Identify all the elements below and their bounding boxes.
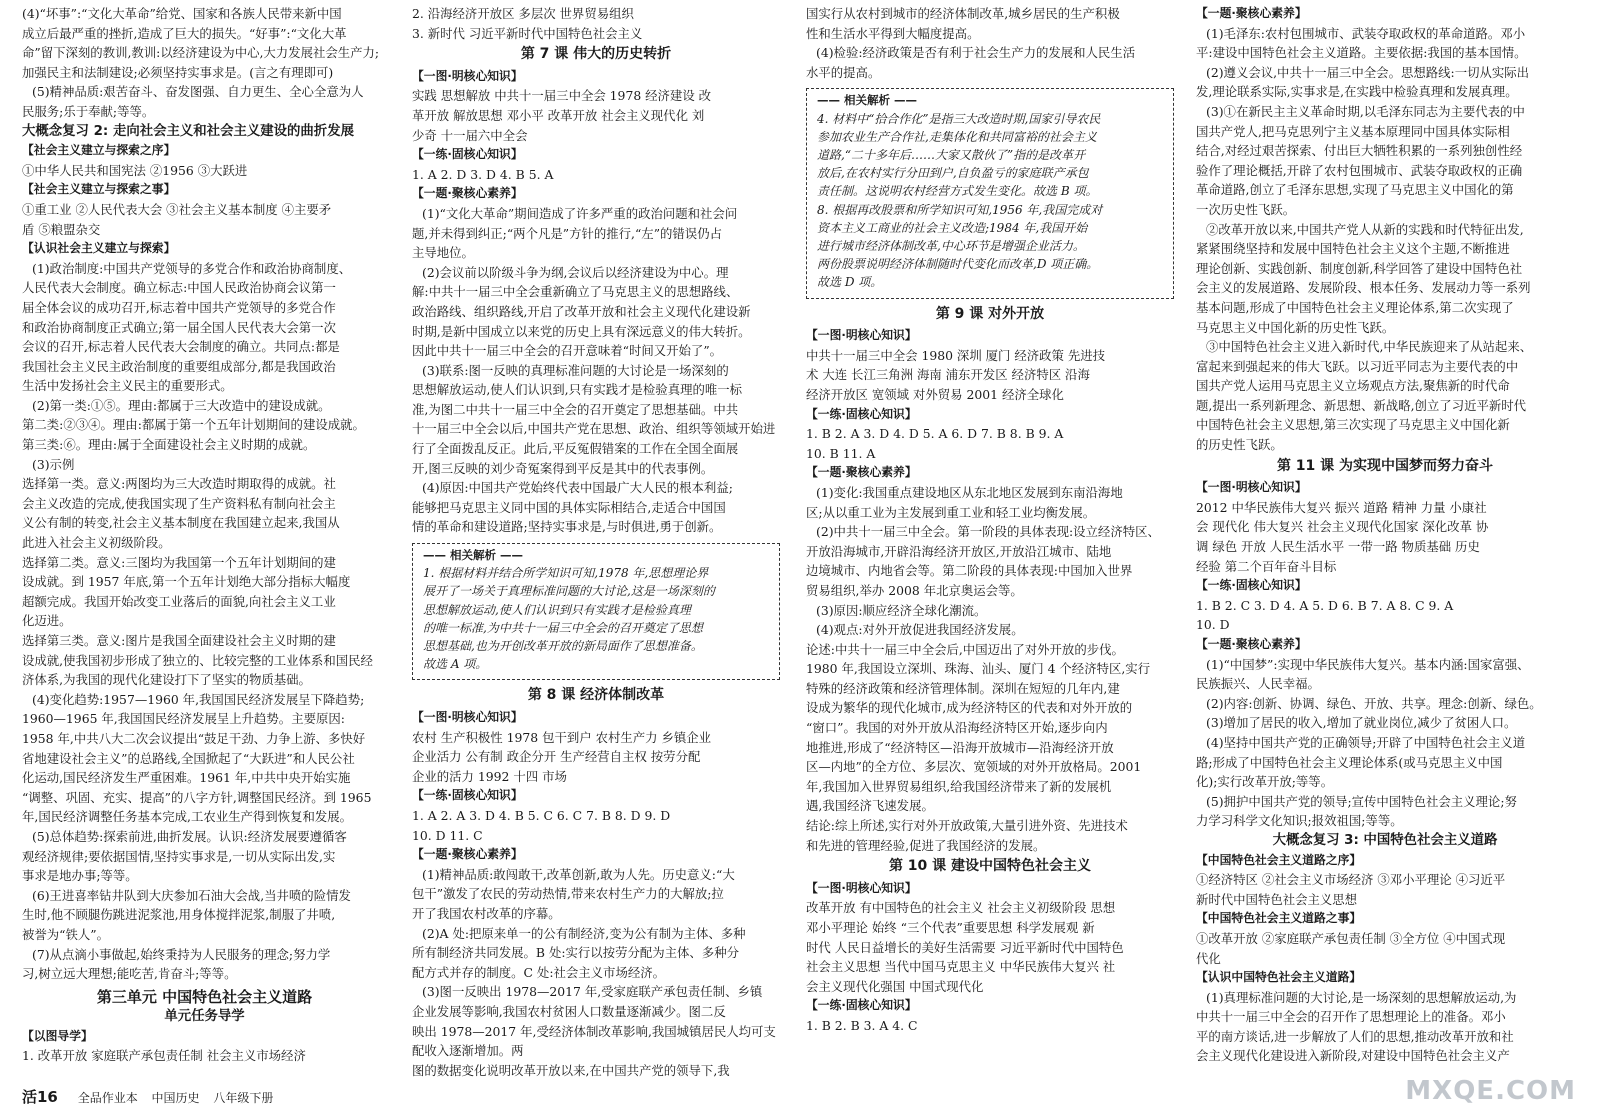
text-line: ①重工业 ②人民代表大会 ③社会主义基本制度 ④主要矛 (22, 201, 332, 217)
text-line: 会议的召开,标志着人民代表大会制度的确立。共同点:都是 (22, 339, 340, 355)
text-line: 选择第三类。意义:图片是我国全面建设社会主义时期的建 (22, 633, 336, 648)
text-line: 邓小平理论 始终 “三个代表”重要思想 科学发展观 新 (806, 920, 1095, 936)
analysis-line: 责任制。这说明农村经营方式发生变化。故选 B 项。 (817, 184, 1098, 199)
text-line: (5)精神品质:艰苦奋斗、奋发图强、自力更生、全心全意为人 (32, 84, 364, 100)
text-line: 特殊的经济政策和经济管理体制。深圳在短短的几年内,建 (806, 680, 1120, 696)
analysis-line: 放后,在农村实行分田到户,自负盈亏的家庭联产承包 (817, 166, 1089, 181)
text-line: 3. 新时代 习近平新时代中国特色社会主义 (412, 25, 643, 41)
grade-label: 八年级下册 (213, 1091, 274, 1105)
text-line: 包干”激发了农民的劳动热情,带来农村生产力的大解放;拉 (412, 886, 724, 902)
text-line: 中共十一届三中全会的召开作了思想理论上的准备。邓小 (1196, 1009, 1506, 1025)
text-line: (1)“中国梦”:实现中华民族伟大复兴。基本内涵:国家富强、 (1206, 656, 1530, 672)
section-tag: 【一练·固核心知识】 (412, 147, 523, 162)
text-line: 民族振兴、人民幸福。 (1196, 676, 1320, 692)
subject-label: 中国历史 (151, 1091, 200, 1105)
text-line: 1. A 2. D 3. D 4. B 5. A (412, 166, 554, 182)
text-line: (5)拥护中国共产党的领导;宣传中国特色社会主义理论;努 (1206, 793, 1517, 809)
analysis-line: 进行城市经济体制改革,中心环节是增强企业活力。 (817, 239, 1085, 253)
section-tag: 【一图·明核心知识】 (806, 880, 917, 895)
text-line: 行了全面拨乱反正。此后,平反冤假错案的工作在全国全面展 (412, 441, 739, 457)
analysis-line: 展开了一场关于真理标准问题的大讨论,这是一场深刻的 (423, 584, 715, 599)
text-line: ②改革开放以来,中国共产党人从新的实践和时代特征出发, (1206, 221, 1524, 237)
text-line: 命”留下深刻的教训,教训:以经济建设为中心,大力发展社会生产力; (22, 45, 380, 61)
text-line: 国共产党人运用马克思主义立场观点方法,聚焦新的时代命 (1196, 378, 1510, 394)
text-line: 水平的提高。 (806, 64, 881, 80)
text-line: 准,为图二中共十一届三中全会的召开奠定了思想基础。中共 (412, 401, 739, 417)
text-line: 力学习科学文化知识;报效祖国;等等。 (1196, 813, 1403, 829)
text-line: 设成就,使我国初步形成了独立的、比较完整的工业体系和国民经 (22, 652, 373, 668)
text-line: (4)检验:经济政策是否有利于社会生产力的发展和人民生活 (816, 45, 1136, 61)
review-heading: 大概念复习 2: 走向社会主义和社会主义建设的曲折发展 (22, 123, 354, 139)
analysis-line: 8. 根据再改股票和所学知识可知,1956 年,我国完成对 (817, 202, 1103, 217)
text-line: 观经济规律;要依据国情,坚持实事求是,一切从实际出发,实 (22, 848, 336, 864)
text-line: 年,国民经济调整任务基本完成,工农业生产得到恢复和发展。 (22, 809, 353, 825)
page-footer (22, 1086, 283, 1107)
text-line: 企业的活力 1992 十四 市场 (412, 768, 567, 784)
text-line: 会主义现代化建设进入新阶段,对建设中国特色社会主义产 (1196, 1048, 1510, 1064)
analysis-line: 道路,“二十多年后……大家又散伙了”指的是改革开 (817, 147, 1086, 162)
text-line: 会主义现代化强国 中国式现代化 (806, 978, 984, 994)
text-line: 企业发展等影响,我国农村贫困人口数量逐渐减少。图二反 (412, 1003, 726, 1019)
text-line: 2012 中华民族伟大复兴 振兴 道路 精神 力量 小康社 (1196, 499, 1487, 515)
text-line: 选择第二类。意义:三图均为我国第一个五年计划期间的建 (22, 554, 336, 570)
text-line: 10. B 11. A (806, 445, 876, 461)
section-tag: 【一练·固核心知识】 (1196, 578, 1307, 593)
text-line: 思想解放运动,使人们认识到,只有实践才是检验真理的唯一标 (412, 382, 743, 398)
text-line: 加强民主和法制建设;必须坚持实事求是。(言之有理即可) (22, 64, 334, 80)
section-tag: 【一练·固核心知识】 (806, 406, 917, 421)
section-tag: 【一图·明核心知识】 (1196, 480, 1307, 495)
text-line: 的历史性飞跃。 (1196, 437, 1283, 453)
text-line: 地推进,形成了“经济特区—沿海开放城市—沿海经济开放 (806, 739, 1114, 755)
analysis-box-title: —— 相关解析 —— (423, 548, 524, 563)
lesson-heading: 第 10 课 建设中国特色社会主义 (888, 858, 1092, 875)
text-line: 实践 思想解放 中共十一届三中全会 1978 经济建设 改 (412, 88, 712, 104)
text-line: 时代 人民日益增长的美好生活需要 习近平新时代中国特色 (806, 939, 1124, 955)
analysis-line: 资本主义工商业的社会主义改造;1984 年,我国开始 (817, 220, 1088, 235)
text-line: 遇,我国经济飞速发展。 (806, 798, 934, 814)
text-line: (3)原因:顺应经济全球化潮流。 (816, 602, 987, 618)
text-line: 生时,他不顾腿伤跳进泥浆池,用身体搅拌泥浆,制服了井喷, (22, 907, 336, 923)
analysis-line: 两份股票说明经济体制随时代变化而改革,D 项正确。 (817, 257, 1099, 272)
analysis-line: 4. 材料中“拾合作化”是指三大改造时期,国家引导农民 (817, 111, 1101, 126)
text-line: ①经济特区 ②社会主义市场经济 ③邓小平理论 ④习近平 (1196, 872, 1506, 888)
text-line: 新时代中国特色社会主义思想 (1196, 891, 1358, 907)
text-line: 会主义改造的完成,使我国实现了生产资料私有制向社会主 (22, 495, 336, 511)
review-heading: 大概念复习 3: 中国特色社会主义道路 (1272, 832, 1498, 848)
section-tag: 【一练·固核心知识】 (806, 998, 917, 1013)
unit-subheading: 单元任务导学 (164, 1009, 245, 1025)
text-line: 少奇 十一届六中全会 (412, 127, 528, 143)
text-line: 论述:中共十一届三中全会后,中国迈出了对外开放的步伐。 (806, 641, 1124, 657)
text-line: 经验 第二个百年奋斗目标 (1196, 558, 1337, 574)
text-line: (1)真理标准问题的大讨论,是一场深刻的思想解放运动,为 (1206, 989, 1517, 1005)
text-line: (4)变化趋势:1957—1960 年,我国国民经济发展呈下降趋势; (32, 691, 365, 707)
text-line: 所有制经济共同发展。B 处:实行以按劳分配为主体、多种分 (412, 945, 739, 961)
lesson-heading: 第 7 课 伟大的历史转折 (520, 46, 672, 63)
section-tag: 【社会主义建立与探索之序】 (22, 143, 176, 158)
text-line: 1. A 2. A 3. D 4. B 5. C 6. C 7. B 8. D 9. D (412, 808, 671, 824)
text-line: 贸易组织,举办 2008 年北京奥运会等。 (806, 582, 1023, 598)
section-tag: 【一题·聚核心素养】 (1196, 637, 1307, 651)
analysis-line: 的唯一标准,为中共十一届三中全会的召开奠定了思想 (423, 620, 703, 635)
text-line: (2)会议前以阶级斗争为纲,会议后以经济建设为中心。理 (422, 264, 729, 280)
text-line: 因此中共十一届三中全会的召开意味着“时间又开始了”。 (412, 343, 723, 359)
text-line: 验作了理论概括,开辟了农村包围城市、武装夺取政权的正确 (1196, 162, 1523, 178)
text-line: ①改革开放 ②家庭联产承包责任制 ③全方位 ④中国式现 (1196, 930, 1506, 946)
text-line: 国共产党人,把马克思列宁主义基本原理同中国具体实际相 (1196, 123, 1510, 139)
text-line: 革开放 解放思想 邓小平 改革开放 社会主义现代化 刘 (412, 107, 705, 123)
text-line: 边境城市、内地省会等。第二阶段的具体表现:中国加入世界 (806, 563, 1133, 579)
text-line: 农村 生产积极性 1978 包干到户 农村生产力 乡镇企业 (412, 729, 712, 745)
text-line: (4)观点:对外开放促进我国经济发展。 (816, 622, 1024, 638)
text-line: (5)总体趋势:探索前进,曲折发展。认识:经济发展要遵循客 (32, 828, 347, 844)
text-line: 术 大连 长江三角洲 海南 浦东开发区 经济特区 沿海 (806, 367, 1090, 383)
text-line: (2)A 处:把原来单一的公有制经济,变为公有制为主体、多种 (422, 925, 746, 941)
text-line: 情的革命和建设道路;坚持实事求是,与时俱进,勇于创新。 (412, 519, 722, 535)
text-line: 会主义的发展道路、发展阶段、根本任务、发展动力等一系列 (1196, 280, 1531, 296)
text-line: ①中华人民共和国宪法 ②1956 ③大跃进 (22, 162, 248, 178)
text-line: 生活中发扬社会主义民主的重要形式。 (22, 378, 233, 394)
analysis-line: 1. 根据材料并结合所学知识可知,1978 年,思想理论界 (423, 566, 709, 581)
text-line: (1)精神品质:敢闯敢干,改革创新,敢为人先。历史意义:“大 (422, 866, 735, 882)
text-line: (2)中共十一届三中全会。第一阶段的具体表现:设立经济特区、 (816, 524, 1160, 540)
text-line: 济体系,为我国的现代化建设打下了坚实的物质基础。 (22, 672, 311, 688)
text-line: 2. 沿海经济开放区 多层次 世界贸易组织 (412, 6, 634, 21)
text-line: 解:中共十一届三中全会重新确立了马克思主义的思想路线、 (412, 284, 739, 300)
text-line: 人民代表大会制度。确立标志:中国人民政治协商会议第一 (22, 280, 336, 296)
text-line: 习,树立远大理想;能吃苦,肯奋斗;等等。 (22, 966, 237, 982)
text-line: ③中国特色社会主义进入新时代,中华民族迎来了从站起来、 (1206, 339, 1533, 355)
text-line: “调整、巩固、充实、提高”的八字方针,调整国民经济。到 1965 (22, 789, 372, 805)
section-tag: 【一题·聚核心素养】 (1196, 6, 1307, 20)
section-tag: 【一题·聚核心素养】 (806, 465, 917, 480)
text-line: 开,图三反映的刘少奇冤案得到平反是其中的代表事例。 (412, 460, 714, 476)
text-line: (2)内容:创新、协调、绿色、开放、共享。理念:创新、绿色。 (1206, 695, 1542, 711)
text-line: 被誉为“铁人”。 (22, 926, 110, 942)
text-line: 经济开放区 宽领域 对外贸易 2001 经济全球化 (806, 386, 1064, 402)
section-tag: 【以图导学】 (22, 1028, 93, 1043)
analysis-box-title: —— 相关解析 —— (817, 93, 918, 108)
section-tag: 【认识社会主义建立与探索】 (22, 241, 176, 256)
book-title: 全品作业本 (77, 1091, 138, 1105)
text-line: 1960—1965 年,我国国民经济发展呈上升趋势。主要原因: (22, 711, 345, 727)
text-line: 题,提出一系列新理念、新思想、新战略,创立了习近平新时代 (1196, 397, 1527, 413)
lesson-heading: 第 8 课 经济体制改革 (527, 687, 665, 704)
column-2 (412, 4, 780, 1080)
text-line: 省地建设社会主义”的总路线,全国掀起了“大跃进”和人民公社 (22, 750, 355, 766)
lesson-heading: 第 11 课 为实现中国梦而努力奋斗 (1276, 457, 1494, 474)
text-line: (3)图一反映出 1978—2017 年,受家庭联产承包责任制、乡镇 (422, 984, 763, 1000)
text-line: 能够把马克思主义同中国的具体实际相结合,走适合中国国 (412, 499, 726, 515)
text-line: (4)“坏事”:“文化大革命”给党、国家和各族人民带来新中国 (22, 6, 342, 21)
text-line: 平:建设中国特色社会主义道路。主要依据:我国的基本国情。 (1196, 45, 1527, 61)
text-line: 1. B 2. A 3. D 4. D 5. A 6. D 7. B 8. B 9. A (806, 426, 1064, 442)
text-line: 义公有制的转变,社会主义基本制度在我国建立起来,我国从 (22, 515, 340, 531)
text-line: 1. B 2. C 3. D 4. A 5. D 6. B 7. A 8. C 9. A (1196, 597, 1454, 613)
text-line: 社会主义思想 当代中国马克思主义 中华民族伟大复兴 社 (806, 959, 1116, 975)
section-tag: 【一题·聚核心素养】 (412, 186, 523, 201)
text-line: (3)示例 (32, 456, 75, 472)
text-line: 政治路线、组织路线,开启了改革开放和社会主义现代化建设新 (412, 303, 751, 319)
text-line: 化);实行改革开放;等等。 (1196, 774, 1334, 790)
text-line: (3)联系:图一反映的真理标准问题的大讨论是一场深刻的 (422, 362, 729, 378)
text-line: 映出 1978—2017 年,受经济体制改革影响,我国城镇居民人均可支配收入逐渐增加。两 (412, 1023, 776, 1059)
text-line: (7)从点滴小事做起,始终秉持为人民服务的理念;努力学 (32, 946, 331, 962)
text-line: 代化 (1196, 950, 1221, 966)
text-line: 盾 ⑤粮盟杂交 (22, 221, 101, 237)
text-line: 区;从以重工业为主发展到重工业和轻工业均衡发展。 (806, 504, 1096, 520)
text-line: 区—内地”的全方位、多层次、宽领域的对外开放格局。2001 (806, 759, 1142, 775)
text-line: (1)政治制度:中国共产党领导的多党合作和政治协商制度、 (32, 260, 352, 276)
analysis-box-lesson-7 (412, 543, 780, 680)
text-line: 一次历史性飞跃。 (1196, 201, 1296, 217)
text-line: 配方式并存的制度。C 处:社会主义市场经济。 (412, 964, 666, 980)
text-line: 1. B 2. B 3. A 4. C (806, 1017, 918, 1033)
section-tag: 【一图·明核心知识】 (412, 710, 523, 725)
text-line: 路;形成了中国特色社会主义理论体系(或马克思主义中国 (1196, 754, 1503, 770)
page-number: 活16 (22, 1088, 58, 1106)
text-line: 十一届三中全会以后,中国共产党在思想、政治、组织等领域开始进 (412, 421, 776, 437)
text-line: 和先进的管理经验,促进了我国经济的发展。 (806, 837, 1046, 853)
text-line: 题,并未得到纠正;“两个凡是”方针的推行,“左”的错误仍占 (412, 225, 722, 241)
text-line: 企业活力 公有制 政企分开 生产经营自主权 按劳分配 (412, 749, 701, 765)
text-line: 成立后最严重的挫折,造成了巨大的损失。“好事”:“文化大革 (22, 25, 347, 41)
section-tag: 【一图·明核心知识】 (412, 68, 523, 83)
text-line: (4)原因:中国共产党始终代表中国最广大人民的根本利益; (422, 480, 733, 496)
section-tag: 【一题·聚核心素养】 (412, 847, 523, 862)
text-line: (3)增加了居民的收入,增加了就业岗位,减少了贫困人口。 (1206, 715, 1517, 731)
text-line: (2)第一类:①⑤。理由:都属于三大改造中的建设成就。 (32, 397, 331, 413)
text-line: 化运动,国民经济发生严重困难。1961 年,中共中央开始实施 (22, 770, 351, 786)
text-line: (2)遵义会议,中共十一届三中全会。思想路线:一切从实际出 (1206, 64, 1530, 80)
section-tag: 【一练·固核心知识】 (412, 788, 523, 803)
section-tag: 【中国特色社会主义道路之事】 (1196, 911, 1362, 926)
text-line: 中共十一届三中全会 1980 深圳 厦门 经济政策 先进技 (806, 347, 1106, 363)
text-line: 调 绿色 开放 人民生活水平 一带一路 物质基础 历史 (1196, 539, 1480, 555)
text-line: 平的南方谈话,进一步解放了人们的思想,推动改革开放和社 (1196, 1028, 1514, 1044)
text-line: 选择第一类。意义:两图均为三大改造时期取得的成就。社 (22, 476, 336, 492)
text-line: 超额完成。我国开始改变工业落后的面貌,向社会主义工业 (22, 593, 336, 609)
analysis-line: 思想基础,也为开创改革开放的新局面作了思想准备。 (423, 639, 703, 654)
text-line: 10. D 11. C (412, 827, 483, 843)
text-line: 发,理论联系实际,实事求是,在实践中检验真理和发展真理。 (1196, 84, 1518, 100)
text-line: 革命道路,创立了毛泽东思想,实现了马克思主义中国化的第 (1196, 182, 1514, 198)
text-line: 我国社会主义民主政治制度的重要组成部分,都是我国政治 (22, 358, 336, 374)
text-line: 1. 改革开放 家庭联产承包责任制 社会主义市场经济 (22, 1048, 306, 1064)
text-line: 会 现代化 伟大复兴 社会主义现代化国家 深化改革 协 (1196, 519, 1489, 535)
section-tag: 【中国特色社会主义道路之序】 (1196, 852, 1362, 867)
text-line: 结合,对经过艰苦探索、付出巨大牺牲积累的一系列独创性经 (1196, 143, 1523, 159)
text-line: 事求是地办事;等等。 (22, 868, 138, 884)
text-line: 设成为繁华的现代化城市,成为经济特区的代表和对外开放的 (806, 700, 1133, 716)
text-line: 理论创新、实践创新、制度创新,科学回答了建设中国特色社 (1196, 260, 1523, 276)
analysis-line: 故选 A 项。 (423, 657, 488, 672)
column-4 (1196, 4, 1574, 1066)
analysis-line: 思想解放运动,使人们认识到只有实践才是检验真理 (423, 602, 691, 617)
text-line: (1)毛泽东:农村包围城市、武装夺取政权的革命道路。邓小 (1206, 25, 1526, 41)
text-line: (3)①在新民主主义革命时期,以毛泽东同志为主要代表的中 (1206, 103, 1525, 119)
section-tag: 【认识中国特色社会主义道路】 (1196, 970, 1362, 985)
text-line: 富起来到强起来的伟大飞跃。以习近平同志为主要代表的中 (1196, 358, 1519, 374)
text-line: (1)变化:我国重点建设地区从东北地区发展到东南沿海地 (816, 484, 1123, 500)
unit-heading: 第三单元 中国特色社会主义道路 (96, 987, 313, 1006)
text-line: 结论:综上所述,实行对外开放政策,大量引进外资、先进技术 (806, 818, 1128, 834)
text-line: 第三类:⑥。理由:属于全面建设社会主义时期的成就。 (22, 437, 316, 453)
text-line: 1980 年,我国设立深圳、珠海、汕头、厦门 4 个经济特区,实行 (806, 661, 1151, 677)
text-line: 届全体会议的成功召开,标志着中国共产党领导的多党合作 (22, 299, 336, 315)
text-line: 10. D (1196, 617, 1230, 633)
text-line: 年,我国加入世界贸易组织,给我国经济带来了新的发展机 (806, 778, 1112, 794)
text-line: 第二类:②③④。理由:都属于第一个五年计划期间的建设成就。 (22, 417, 365, 433)
text-line: 化迈进。 (22, 613, 72, 629)
text-line: 性和生活水平得到大幅度提高。 (806, 25, 980, 41)
text-line: 马克思主义中国化新的历史性飞跃。 (1196, 319, 1395, 335)
text-line: 1958 年,中共八大二次会议提出“鼓足干劲、力争上游、多快好 (22, 730, 366, 746)
text-line: 中国特色社会主义思想,第三次实现了马克思主义中国化新 (1196, 417, 1510, 433)
analysis-box-lesson-8 (806, 88, 1174, 298)
text-line: 民服务;乐于奉献;等等。 (22, 103, 155, 119)
text-line: 改革开放 有中国特色的社会主义 社会主义初级阶段 思想 (806, 900, 1116, 916)
text-line: 时期,是新中国成立以来党的历史上具有深远意义的伟大转折。 (412, 323, 751, 339)
text-line: (4)坚持中国共产党的正确领导;开辟了中国特色社会主义道 (1206, 734, 1526, 750)
lesson-heading: 第 9 课 对外开放 (935, 305, 1045, 322)
text-line: 主导地位。 (412, 245, 474, 261)
text-line: 和政治协商制度正式确立;第一届全国人民代表大会第一次 (22, 319, 336, 335)
section-tag: 【一图·明核心知识】 (806, 328, 917, 343)
text-line: 国实行从农村到城市的经济体制改革,城乡居民的生产积极 (806, 6, 1120, 21)
text-line: “窗口”。我国的对外开放从沿海经济特区开始,逐步向内 (806, 720, 1108, 736)
analysis-line: 参加农业生产合作社,走集体化和共同富裕的社会主义 (817, 129, 1097, 144)
text-line: 开了我国农村改革的序幕。 (412, 905, 561, 921)
text-line: 开放沿海城市,开辟沿海经济开放区,开放沿江城市、陆地 (806, 543, 1112, 559)
text-line: 基本问题,形成了中国特色社会主义理论体系,第二次实现了 (1196, 299, 1514, 315)
text-line: (1)“文化大革命”期间造成了许多严重的政治问题和社会问 (422, 205, 738, 221)
text-line: 此进入社会主义初级阶段。 (22, 535, 171, 551)
column-3 (806, 4, 1174, 1036)
section-tag: 【社会主义建立与探索之事】 (22, 182, 176, 197)
column-1 (22, 4, 387, 1066)
text-line: (6)王进喜率钻井队到大庆参加石油大会战,当井喷的险情发 (32, 887, 351, 903)
text-line: 紧紧围绕坚持和发展中国特色社会主义这个主题,不断推进 (1196, 241, 1510, 257)
text-line: 图的数据变化说明改革开放以来,在中国共产党的领导下,我 (412, 1062, 730, 1078)
watermark-logo: MXQE.COM (1405, 1076, 1576, 1106)
text-line: 设成就。到 1957 年底,第一个五年计划绝大部分指标大幅度 (22, 574, 351, 590)
analysis-line: 故选 D 项。 (817, 275, 883, 290)
